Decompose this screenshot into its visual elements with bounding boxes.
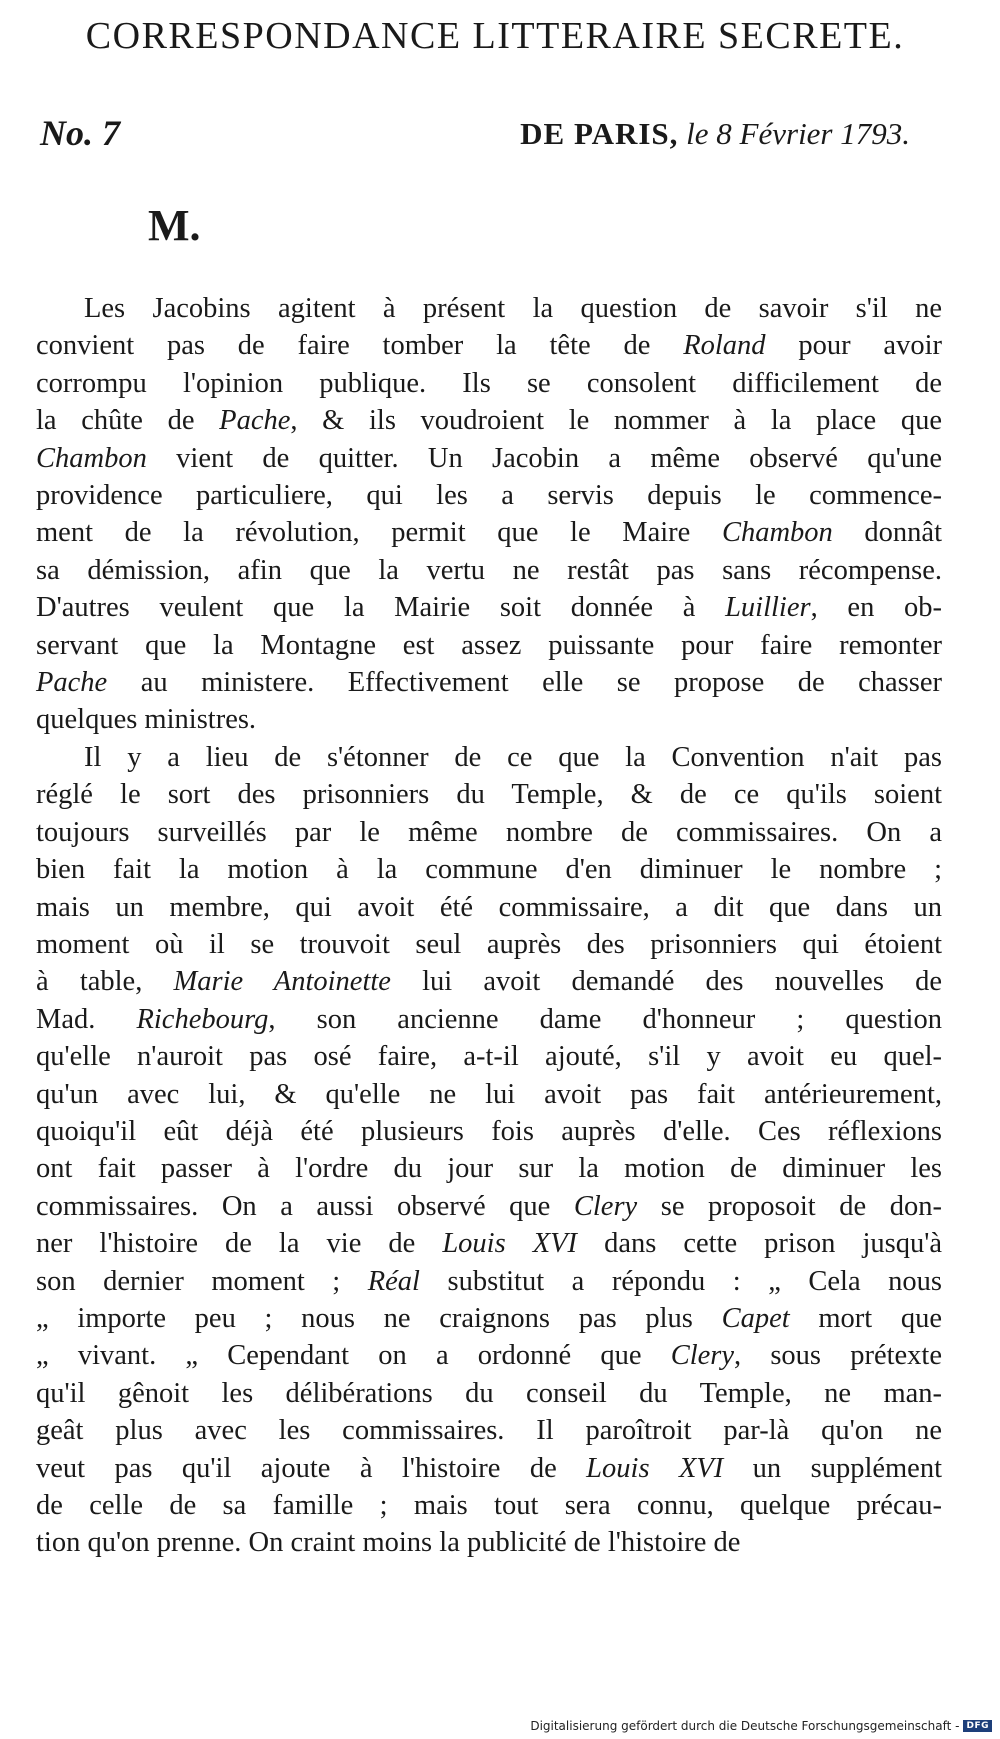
text-run: sa démission, afin que la vertu ne restât pas sans récompense.	[36, 554, 942, 586]
dfg-logo: DFG	[963, 1720, 992, 1732]
text-line	[36, 889, 942, 926]
masthead-title: CORRESPONDANCE LITTERAIRE SECRETE.	[85, 15, 905, 57]
text-run: , & ils voudroient le nommer à la place que	[290, 405, 942, 437]
text-run: , son ancienne dame d'honneur ; question	[268, 1003, 942, 1035]
text-run: un supplément	[723, 1452, 942, 1484]
text-line	[36, 589, 942, 626]
text-run: commissaires. On a aussi observé que	[36, 1190, 574, 1222]
text-line	[36, 1412, 942, 1449]
text-run: ont fait passer à l'ordre du jour sur la motion de diminuer les	[36, 1153, 942, 1185]
text-run: dans cette prison jusqu'à	[577, 1228, 942, 1260]
italic-name: Pache	[219, 405, 291, 437]
text-run: D'autres veulent que la Mairie soit donnée à	[36, 592, 726, 624]
text-run: qu'il gênoit les délibérations du conseil du Temple, ne man-	[36, 1377, 942, 1409]
text-line	[36, 1337, 942, 1374]
text-run: donnât	[832, 517, 942, 549]
place-and-date	[520, 116, 910, 152]
text-line	[36, 1524, 942, 1561]
italic-name: Clery	[573, 1190, 638, 1222]
text-run: geât plus avec les commissaires. Il paroîtroit par-là qu'on ne	[36, 1415, 942, 1447]
text-line	[36, 1300, 942, 1337]
text-line	[36, 552, 942, 589]
text-line	[36, 1487, 942, 1524]
dateline	[40, 112, 910, 162]
italic-name: Clery	[670, 1340, 735, 1372]
footer-text: Digitalisierung gefördert durch die Deutsche Forschungsgemeinschaft -	[530, 1719, 960, 1733]
text-line	[36, 402, 942, 439]
text-line	[36, 851, 942, 888]
text-line	[36, 1375, 942, 1412]
text-run: convient pas de faire tomber la tête de	[36, 330, 684, 362]
text-run: de celle de sa famille ; mais tout sera connu, quelque précau-	[36, 1490, 942, 1521]
text-line	[36, 664, 942, 701]
text-line	[36, 627, 942, 664]
place: DE PARIS,	[520, 116, 679, 151]
text-run: qu'elle n'auroit pas osé faire, a-t-il ajouté, s'il y avoit eu quel-	[36, 1041, 942, 1073]
text-run: ment de la révolution, permit que le Maire	[36, 517, 722, 549]
italic-name: Capet	[721, 1302, 790, 1334]
salutation: M.	[148, 201, 201, 250]
italic-name: Richebourg	[136, 1003, 269, 1035]
text-line	[36, 1150, 942, 1187]
text-run: , sous prétexte	[734, 1340, 942, 1372]
text-run: quoiqu'il eût déjà été plusieurs fois auprès d'elle. Ces réflexions	[36, 1115, 942, 1147]
text-run: Mad.	[36, 1003, 137, 1035]
text-run: quelques ministres.	[36, 704, 257, 736]
text-line	[36, 327, 942, 364]
text-line	[36, 1188, 942, 1225]
paragraph-1	[36, 290, 942, 739]
text-line	[36, 1076, 942, 1113]
text-run: Les Jacobins agitent à présent la question de savoir s'il ne	[84, 293, 942, 324]
text-run: providence particuliere, qui les a servis depuis le commence-	[36, 480, 942, 512]
text-line	[36, 365, 942, 402]
text-run: moment où il se trouvoit seul auprès des prisonniers qui étoient	[36, 928, 942, 960]
text-run: toujours surveillés par le même nombre de commissaires. On a	[36, 816, 942, 848]
text-run: réglé le sort des prisonniers du Temple, & de ce qu'ils soient	[36, 779, 942, 811]
issue-number: No. 7	[40, 113, 120, 153]
text-run: à table,	[36, 966, 174, 998]
text-run: se proposoit de don-	[637, 1190, 942, 1222]
text-line	[36, 814, 942, 851]
italic-name: Louis XVI	[586, 1452, 724, 1484]
date: le 8 Février 1793.	[686, 116, 910, 151]
text-run: „ vivant. „ Cependant on a ordonné que	[36, 1340, 671, 1372]
italic-name: Chambon	[721, 517, 833, 549]
text-line	[36, 1001, 942, 1038]
text-run: servant que la Montagne est assez puissante pour faire remonter	[36, 629, 942, 661]
text-line	[36, 926, 942, 963]
text-run: tion qu'on prenne. On craint moins la publicité de l'histoire de	[36, 1527, 741, 1559]
text-line	[36, 1450, 942, 1487]
text-run: , en ob-	[810, 592, 943, 624]
text-run: la chûte de	[36, 405, 220, 437]
text-run: mais un membre, qui avoit été commissaire, a dit que dans un	[36, 891, 942, 923]
letter-body	[36, 290, 942, 1562]
text-run: mort que	[789, 1302, 943, 1334]
text-run: vient de quitter. Un Jacobin a même observé qu'une	[146, 442, 942, 474]
italic-name: Pache	[36, 667, 108, 699]
text-run: son dernier moment ;	[36, 1265, 368, 1297]
italic-name: Roland	[683, 330, 766, 362]
text-run: „ importe peu ; nous ne craignons pas plus	[36, 1302, 722, 1334]
text-line	[36, 776, 942, 813]
text-line	[36, 290, 942, 327]
text-run: pour avoir	[765, 330, 942, 362]
text-run: substitut a répondu : „ Cela nous	[419, 1265, 942, 1297]
italic-name: Luillier	[725, 592, 811, 624]
text-line	[36, 1263, 942, 1300]
text-line	[36, 440, 942, 477]
italic-name: Louis XVI	[442, 1228, 578, 1260]
text-line	[36, 477, 942, 514]
text-line	[36, 1113, 942, 1150]
text-run: corrompu l'opinion publique. Ils se consolent difficilement de	[36, 367, 942, 399]
text-line	[36, 739, 942, 776]
text-run: qu'un avec lui, & qu'elle ne lui avoit pas fait antérieurement,	[36, 1078, 942, 1110]
text-run: bien fait la motion à la commune d'en diminuer le nombre ;	[36, 854, 942, 886]
italic-name: Marie Antoinette	[173, 966, 391, 998]
text-run: au ministere. Effectivement elle se propose de chasser	[107, 667, 942, 699]
text-run: veut pas qu'il ajoute à l'histoire de	[36, 1452, 587, 1484]
italic-name: Chambon	[36, 442, 147, 474]
paragraph-2	[36, 739, 942, 1562]
text-line	[36, 1225, 942, 1262]
text-line	[36, 1038, 942, 1075]
text-line	[36, 514, 942, 551]
text-run: ner l'histoire de la vie de	[36, 1228, 443, 1260]
text-run: Il y a lieu de s'étonner de ce que la Convention n'ait pas	[84, 741, 942, 773]
text-run: lui avoit demandé des nouvelles de	[390, 966, 942, 998]
text-line	[36, 701, 942, 738]
text-line	[36, 963, 942, 1000]
italic-name: Réal	[367, 1265, 420, 1297]
digitization-credit	[530, 1719, 992, 1733]
